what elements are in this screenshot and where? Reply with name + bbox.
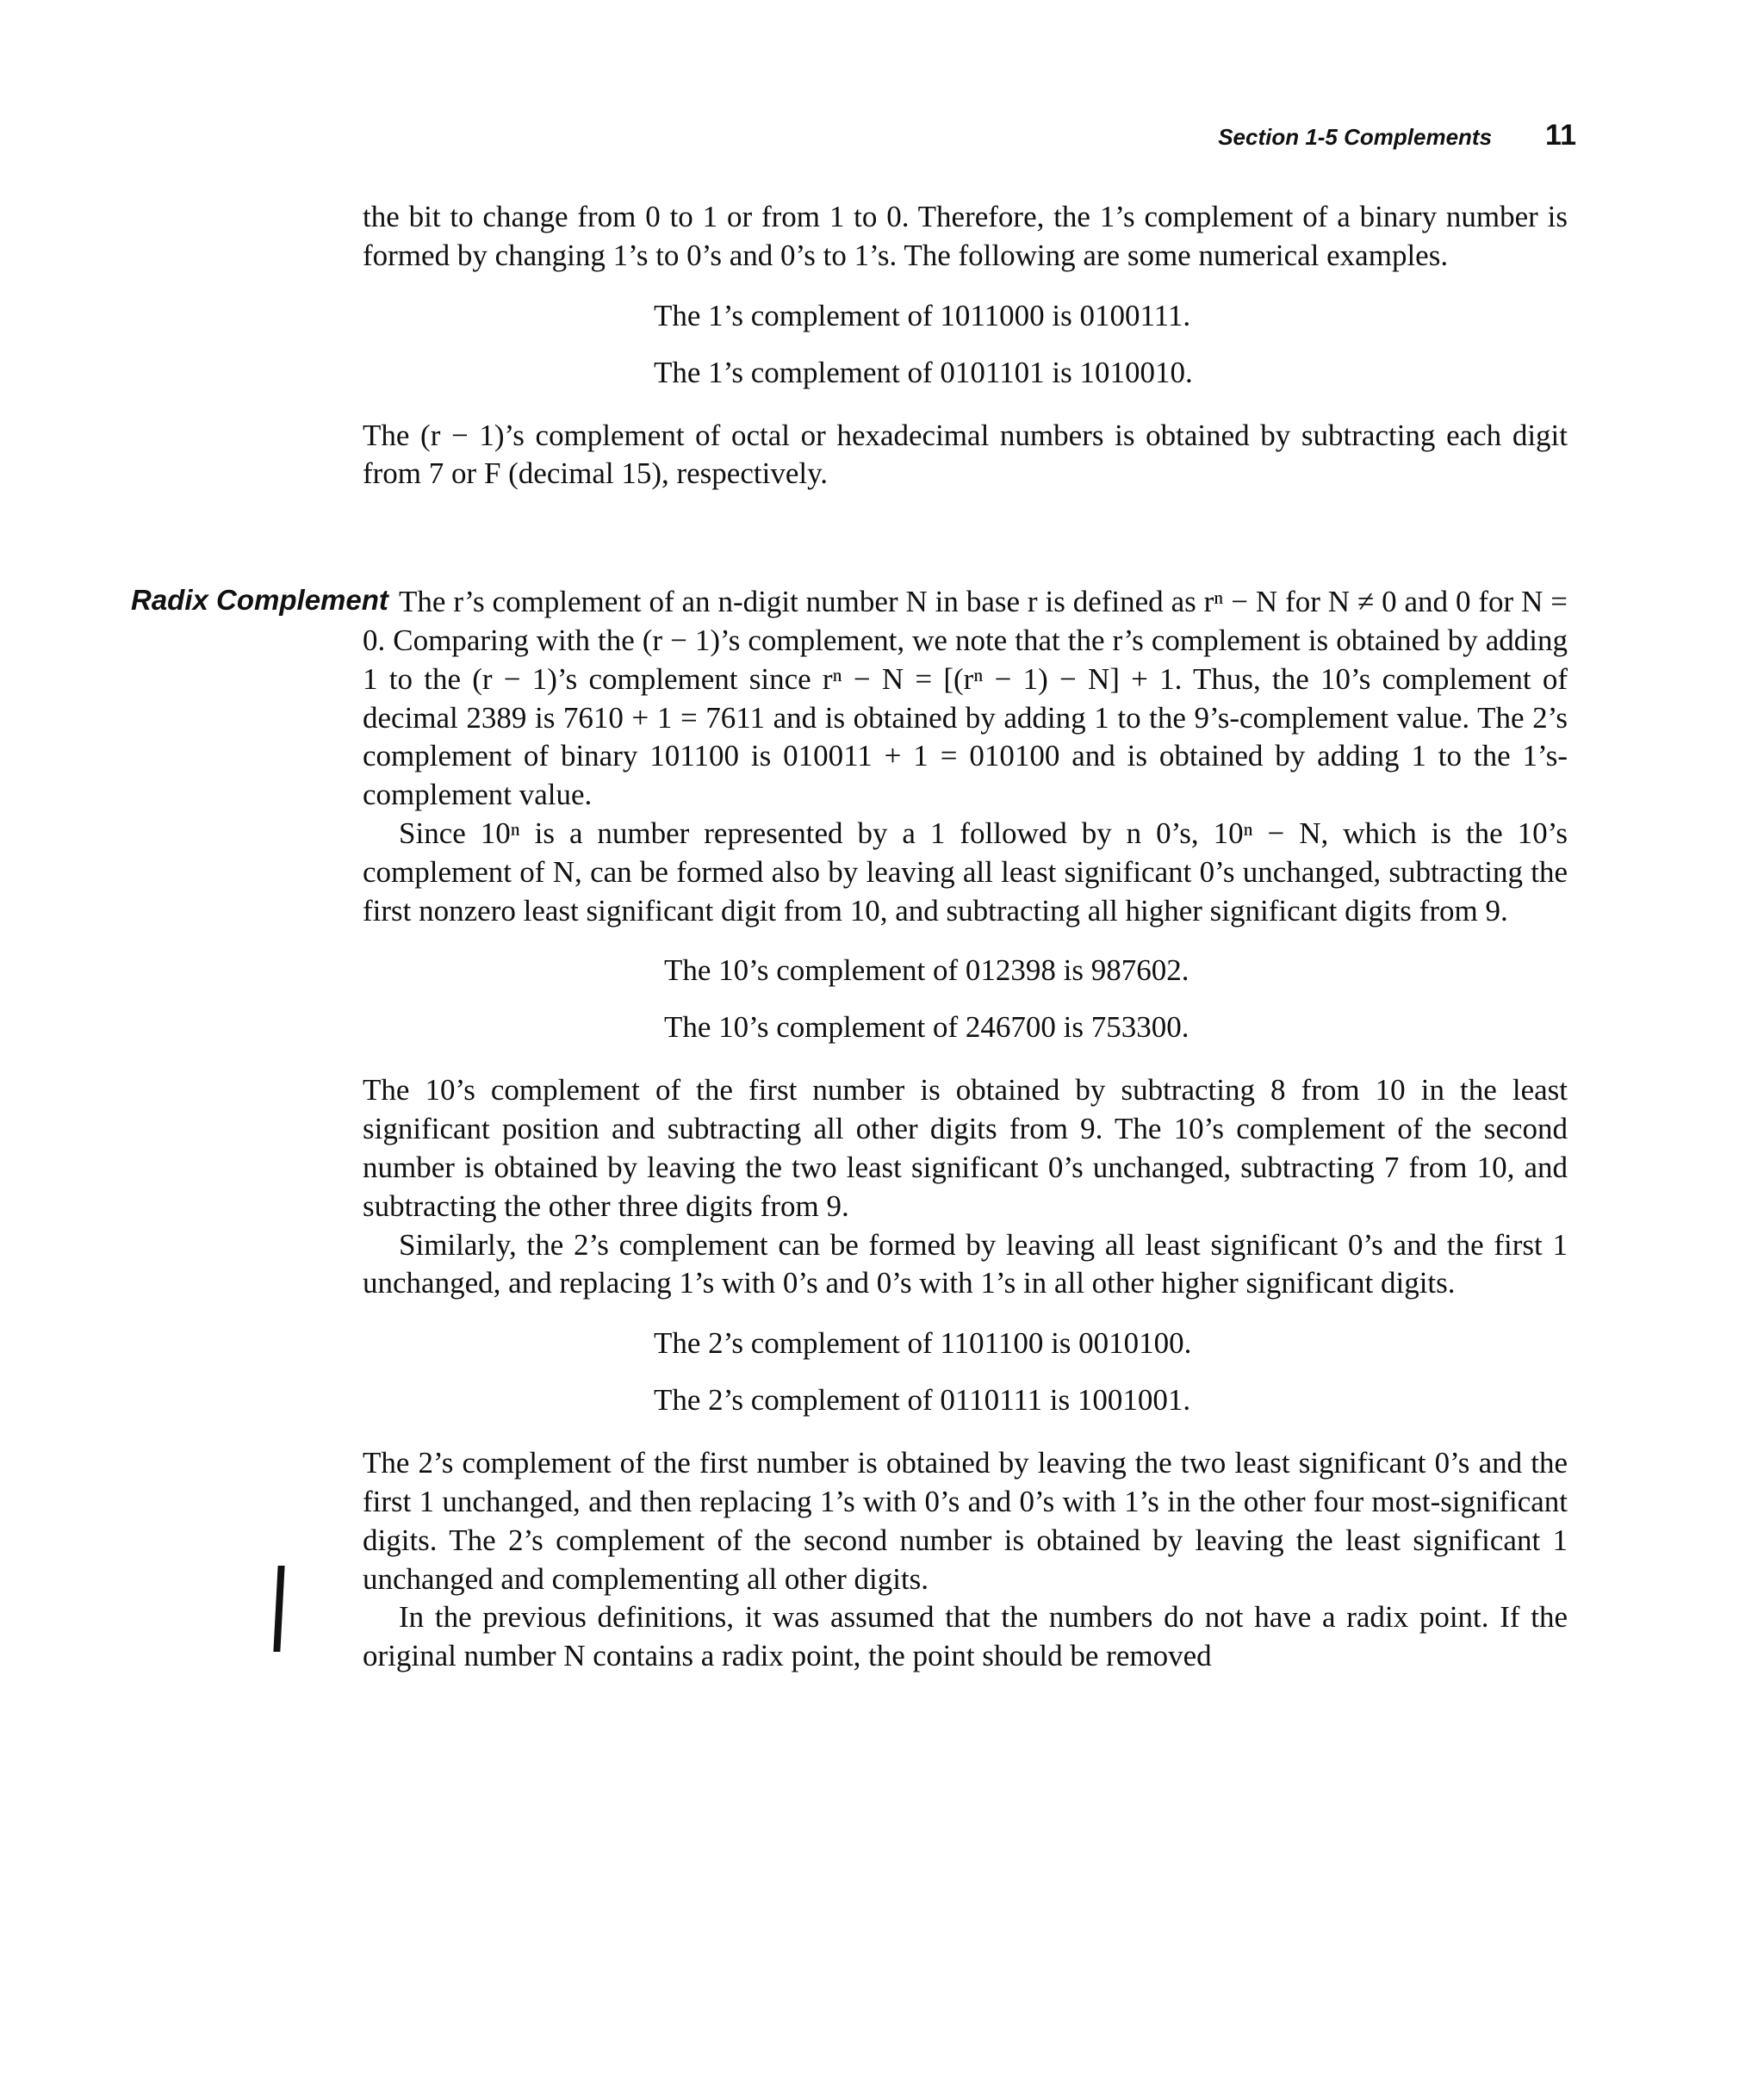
page-number: 11 xyxy=(1545,119,1576,152)
paragraph-octal-hex: The (r − 1)’s complement of octal or hexadecimal numbers is obtained by subtracting each digit from 7 or F (decimal 15), respectively. xyxy=(363,418,1568,491)
section-title: Section 1-5 Complements xyxy=(1218,124,1493,150)
body-text xyxy=(363,198,1568,1676)
paragraph-intro: the bit to change from 0 to 1 or from 1 to 0. Therefore, the 1’s complement of a binary number is formed by changing 1’s to 0’s and 0’s to 1’s. The following are some numerical examples. xyxy=(363,200,1568,272)
example-line: The 10’s complement of 246700 is 753300. xyxy=(664,1010,1189,1045)
radix-complement-section xyxy=(363,583,1568,1676)
paragraph-twos-explain: The 2’s complement of the first number is obtained by leaving the two least significant 0’s and the first 1 unchanged, and then replacing 1’s with 0’s and 0’s with 1’s in the other four most-significant digits. The 2’s complement of the second number is obtained by leaving the least significant 1 unchanged and complementing all other digits. xyxy=(363,1446,1568,1596)
side-heading-radix-complement: Radix Complement xyxy=(131,584,388,616)
example-line: The 2’s complement of 1101100 is 0010100. xyxy=(654,1326,1192,1361)
twos-complement-examples xyxy=(363,1315,1568,1429)
paragraph-tens-explain: The 10’s complement of the first number is obtained by subtracting 8 from 10 in the least significant position and subtracting all other digits from 9. The 10’s complement of the second number is obtained by leaving the two least significant 0’s unchanged, subtracting 7 from 10, and subtracting the other three digits from 9. xyxy=(363,1073,1568,1223)
paragraph-tens-rule: Since 10ⁿ is a number represented by a 1 followed by n 0’s, 10ⁿ − N, which is the 10’s complement of N, can be formed also by leaving all least significant 0’s unchanged, subtracting the first nonzero least significant digit from 10, and subtracting all higher significant digits from 9. xyxy=(363,816,1568,928)
example-line: The 2’s complement of 0110111 is 1001001. xyxy=(654,1383,1191,1418)
example-line: The 1’s complement of 1011000 is 0100111. xyxy=(654,298,1191,332)
running-head xyxy=(1077,119,1576,157)
paragraph-radix-definition: The r’s complement of an n-digit number N in base r is defined as rⁿ − N for N ≠ 0 and 0 for N = 0. Comparing with the (r − 1)’s complement, we note that the r’s complement is obtained by adding 1 to the (r − 1)’s complement since rⁿ − N = [(rⁿ − 1) − N] + 1. Thus, the 10’s complement of decimal 2389 is 7610 + 1 = 7611 and is obtained by adding 1 to the 9’s-complement value. The 2’s complement of binary 101100 is 010011 + 1 = 010100 and is obtained by adding 1 to the 1’s-complement value. xyxy=(363,585,1568,812)
paragraph-twos-rule: Similarly, the 2’s complement can be formed by leaving all least significant 0’s and the first 1 unchanged, and replacing 1’s with 0’s and 0’s with 1’s in all other higher significant digits. xyxy=(363,1227,1568,1300)
ones-complement-examples xyxy=(363,288,1568,401)
paragraph-radix-point: In the previous definitions, it was assumed that the numbers do not have a radix point. If the original number N contains a radix point, the point should be removed xyxy=(363,1600,1568,1673)
example-line: The 1’s complement of 0101101 is 1010010. xyxy=(654,355,1193,389)
example-line: The 10’s complement of 012398 is 987602. xyxy=(664,953,1189,988)
tens-complement-examples xyxy=(363,942,1568,1056)
margin-mark xyxy=(273,1566,284,1652)
